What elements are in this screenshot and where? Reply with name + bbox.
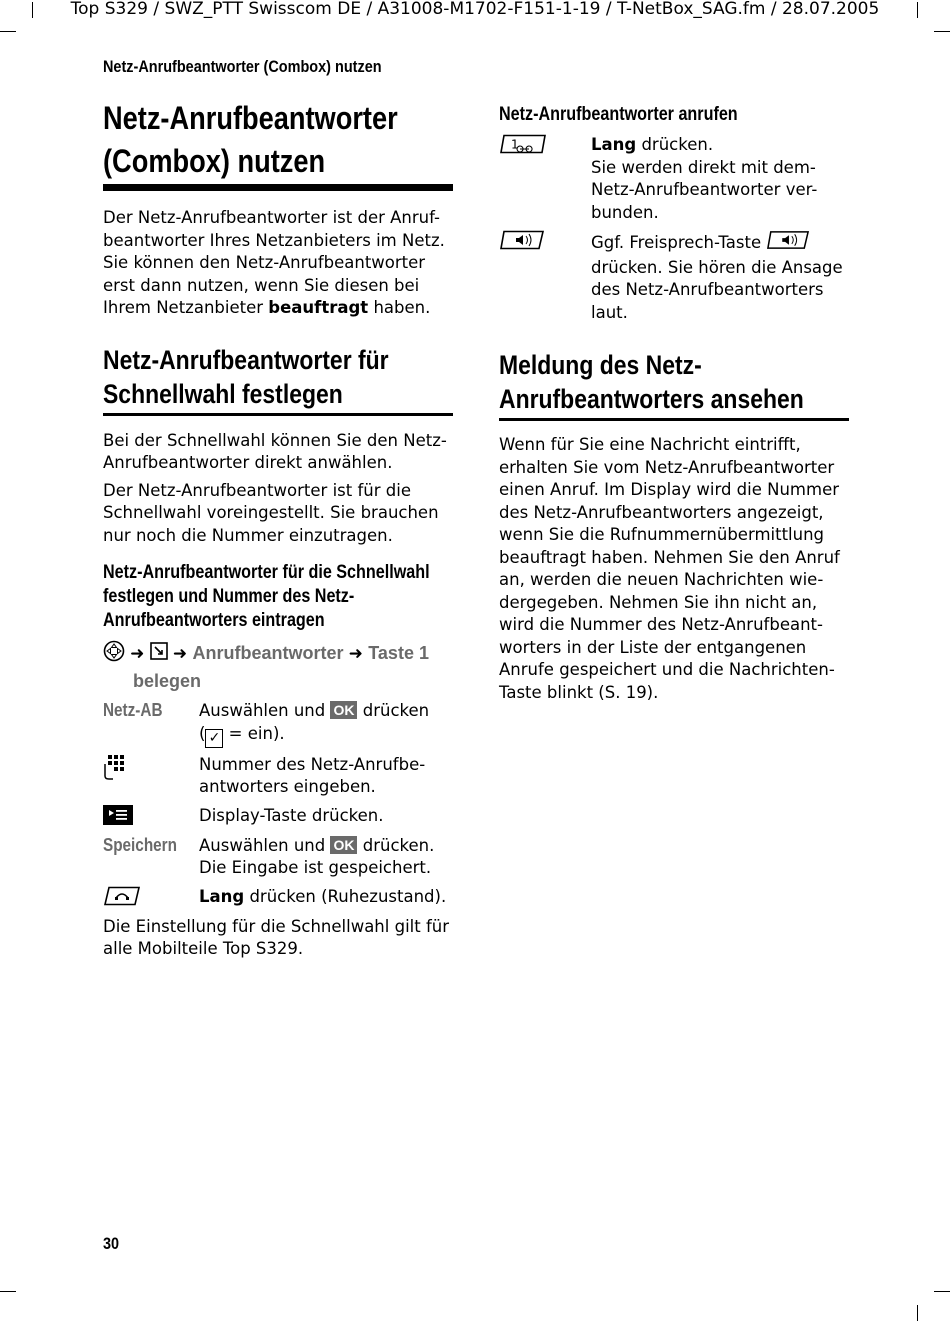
key-1-icon — [499, 134, 547, 158]
end-call-key-icon — [103, 886, 141, 910]
bold-term: beauftragt — [268, 298, 369, 317]
text-line: Bei der Schnellwahl können Sie den Netz- — [103, 430, 447, 450]
svg-text:1: 1 — [511, 137, 519, 152]
step-row — [499, 134, 849, 224]
step-row — [103, 886, 453, 910]
text-line: Der Netz-Anrufbeantworter ist für die — [103, 480, 411, 500]
handsfree-key-icon — [766, 230, 810, 257]
paragraph — [103, 430, 453, 475]
ok-key-icon: OK — [330, 701, 357, 719]
navigation-key-icon — [103, 640, 125, 669]
right-column — [499, 103, 849, 704]
crop-mark — [934, 1291, 950, 1292]
text-run: = ein). — [223, 723, 285, 743]
arrow-icon: ➜ — [348, 644, 369, 664]
text-line: Sie können den Netz-Anrufbeantworter — [103, 253, 426, 272]
text-line: beauftragt haben. Nehmen Sie den Anruf — [499, 547, 840, 567]
left-column — [103, 97, 453, 961]
section-rule — [103, 413, 453, 416]
step-row — [103, 805, 453, 829]
text-line: an, werden die neuen Nachrichten wie- — [499, 570, 824, 589]
title-line: Anrufbeantworters eintragen — [103, 610, 325, 631]
crop-mark — [0, 31, 16, 32]
text-run: drücken. Sie hören die Ansage — [591, 257, 843, 277]
text-run: Auswählen und — [199, 701, 326, 720]
crop-mark — [917, 1305, 918, 1321]
text-line: dergegeben. Nehmen Sie ihn nicht an, — [499, 592, 818, 612]
step-row — [103, 700, 453, 748]
text-line: beantworter Ihres Netzanbieters im Netz. — [103, 230, 445, 250]
text-run: Display-Taste drücken. — [199, 805, 384, 825]
text-run: drücken (Ruhezustand). — [244, 886, 447, 906]
text-run: drücken — [357, 701, 430, 720]
text-run: Nummer des Netz-Anrufbe- — [199, 754, 426, 774]
text-line: Schnellwahl voreingestellt. Sie brauchen — [103, 503, 439, 522]
bold-term: Lang — [199, 886, 245, 906]
text-run: des Netz-Anrufbeantworters — [591, 280, 824, 299]
display-key-icon — [103, 805, 133, 829]
text-run: Ihrem Netzanbieter — [103, 298, 269, 317]
step-text — [591, 230, 843, 324]
text-run: drücken. — [357, 835, 435, 855]
file-header: Top S329 / SWZ_PTT Swisscom DE / A31008-M1702-F151-1-19 / T-NetBox_SAG.fm / 28.07.2005 — [70, 0, 880, 19]
step-text — [199, 886, 446, 910]
checkbox-icon: ✓ — [205, 729, 223, 748]
text-run: Sie werden direkt mit dem- — [591, 157, 816, 177]
text-line: wenn Sie die Rufnummernübermittlung — [499, 525, 825, 544]
text-run: ( — [199, 723, 206, 743]
step-text — [199, 754, 425, 799]
handsfree-key-icon — [499, 230, 545, 254]
text-line: Anrufbeantworter direkt anwählen. — [103, 453, 393, 472]
text-line: Der Netz-Anrufbeantworter ist der Anruf- — [103, 208, 440, 227]
title-line: Netz-Anrufbeantworter für die Schnellwahl — [103, 562, 430, 583]
text-run: haben. — [368, 298, 431, 317]
title-line: Meldung des Netz- — [499, 350, 702, 380]
page-title — [103, 97, 452, 183]
title-line: (Combox) nutzen — [103, 143, 326, 179]
crop-mark — [934, 31, 950, 32]
step-text — [199, 835, 434, 880]
text-run: Auswählen und — [199, 835, 326, 855]
keypad-icon — [103, 754, 129, 784]
text-line: nur noch die Nummer einzutragen. — [103, 525, 393, 545]
title-line: Netz-Anrufbeantworter für — [103, 344, 389, 375]
step-text — [199, 805, 384, 829]
running-head: Netz-Anrufbeantworter (Combox) nutzen — [103, 57, 382, 76]
page-number: 30 — [103, 1234, 120, 1253]
step-row — [499, 230, 849, 324]
title-line: Netz-Anrufbeantworter — [103, 100, 398, 136]
text-run: antworters eingeben. — [199, 777, 376, 796]
text-line: einen Anruf. Im Display wird die Nummer — [499, 480, 840, 499]
text-line: Taste blinkt (S. 19). — [499, 682, 659, 702]
bold-term: Lang — [591, 135, 637, 154]
text-run: bunden. — [591, 202, 659, 222]
footer-paragraph — [103, 916, 453, 961]
section-title — [103, 343, 452, 411]
title-line: Anrufbeantworters ansehen — [499, 384, 804, 414]
step-row — [103, 835, 453, 880]
title-line: Schnellwahl festlegen — [103, 378, 343, 409]
voicemail-menu-icon — [150, 642, 168, 667]
text-run: Netz-Anrufbeantworter ver- — [591, 180, 818, 199]
text-line: worters in der Liste der entgangenen — [499, 637, 807, 657]
step-row — [103, 754, 453, 799]
arrow-icon: ➜ — [172, 644, 193, 664]
text-line: wird die Nummer des Netz-Anrufbeant- — [499, 615, 823, 634]
text-run: Ggf. Freisprech-Taste — [591, 232, 767, 252]
section-rule — [499, 418, 849, 421]
menu-item-taste-1: Taste 1 — [368, 643, 429, 663]
title-rule — [103, 184, 453, 191]
text-line — [103, 297, 453, 320]
text-run: laut. — [591, 302, 628, 322]
menu-item-anrufbeantworter: Anrufbeantworter — [192, 643, 344, 663]
menu-path — [103, 640, 453, 694]
text-line: Die Einstellung für die Schnellwahl gilt für — [103, 916, 450, 936]
step-text — [199, 700, 429, 748]
display-label-speichern: Speichern — [103, 834, 177, 855]
crop-mark — [0, 1291, 16, 1292]
message-paragraph — [499, 434, 849, 704]
menu-item-belegen: belegen — [133, 671, 202, 691]
title-line: festlegen und Nummer des Netz- — [103, 586, 355, 607]
step-text — [591, 134, 817, 224]
text-line: des Netz-Anrufbeantworters angezeigt, — [499, 502, 824, 522]
intro-paragraph — [103, 207, 453, 320]
text-line: erst dann nutzen, wenn Sie diesen bei — [103, 275, 420, 295]
ok-key-icon: OK — [330, 836, 357, 854]
section-title — [499, 348, 848, 416]
text-line: alle Mobilteile Top S329. — [103, 939, 304, 958]
subsection-title: Netz-Anrufbeantworter anrufen — [499, 104, 738, 125]
text-line: Anrufe gespeichert und die Nachrichten- — [499, 660, 835, 679]
text-run: Die Eingabe ist gespeichert. — [199, 858, 432, 877]
arrow-icon: ➜ — [130, 644, 150, 664]
subsection-title — [103, 561, 453, 633]
text-line: erhalten Sie vom Netz-Anrufbeantworter — [499, 457, 835, 477]
text-run: drücken. — [636, 135, 714, 154]
text-line: Wenn für Sie eine Nachricht eintrifft, — [499, 435, 801, 454]
display-label-netz-ab: Netz-AB — [103, 700, 163, 720]
paragraph — [103, 480, 453, 548]
